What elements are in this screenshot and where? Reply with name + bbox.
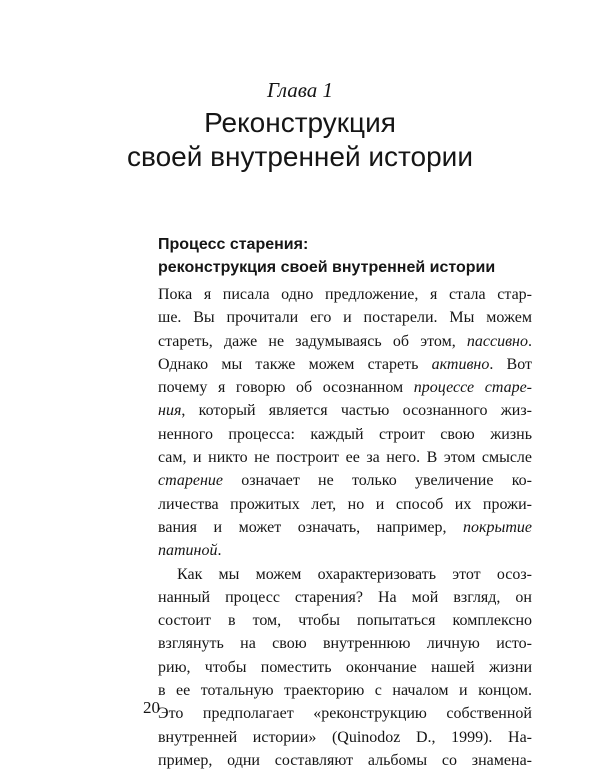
paragraph-line: Однако мы также можем стареть активно. Вот xyxy=(158,355,533,373)
emphasis: патиной xyxy=(158,542,218,560)
emphasis: активно xyxy=(431,355,490,373)
paragraph-line: нанный процесс старения? На мой взгляд, он xyxy=(158,588,532,606)
section-heading-line: Процесс старения: xyxy=(158,236,309,253)
chapter-label: Глава 1 xyxy=(267,78,333,102)
section-heading-line: реконструкция своей внутренней истории xyxy=(158,259,496,276)
paragraph-line: состоит в том, чтобы попытаться комплексно xyxy=(158,612,532,630)
section-heading xyxy=(158,233,538,279)
paragraph-line: рию, чтобы поместить окончание нашей жизни xyxy=(158,658,532,676)
paragraph-line: личества прожитых лет, но и способ их прожи- xyxy=(158,495,532,513)
paragraph-line: Пока я писала одно предложение, я стала стар- xyxy=(158,286,532,303)
chapter-title-line: Реконструкция xyxy=(204,107,396,138)
paragraph-line: стареть, даже не задумываясь об этом, пассивно. xyxy=(158,332,532,350)
emphasis: пассивно xyxy=(466,332,528,350)
chapter-title xyxy=(0,106,600,174)
paragraph-line: ния, который является частью осознанного жиз- xyxy=(158,402,532,420)
emphasis: ния xyxy=(158,402,182,420)
paragraph-line: почему я говорю об осознанном процессе старе- xyxy=(158,379,532,397)
paragraph-line: пример, одни составляют альбомы со знамена- xyxy=(158,751,532,769)
emphasis: старение xyxy=(158,472,223,490)
paragraph-line: взглянуть на свою внутреннюю личную исто- xyxy=(158,635,532,653)
chapter-title-line: своей внутренней истории xyxy=(127,141,473,172)
paragraph-line: ше. Вы прочитали его и постарели. Мы можем xyxy=(158,309,532,327)
paragraph-line: Как мы можем охарактеризовать этот осоз- xyxy=(177,565,532,583)
page-number: 20 xyxy=(143,698,160,717)
paragraph-line: старение означает не только увеличение ко- xyxy=(158,472,532,490)
body-text xyxy=(158,283,532,772)
paragraph-line: вания и может означать, например, покрытие xyxy=(158,518,532,536)
emphasis: процессе старе- xyxy=(413,379,532,397)
emphasis: покрытие xyxy=(463,518,532,536)
paragraph-line: внутренней истории» (Quinodoz D., 1999). На- xyxy=(158,728,532,746)
paragraph-line: патиной. xyxy=(158,542,222,560)
paragraph-line: ненного процесса: каждый строит свою жизнь xyxy=(158,425,532,443)
paragraph-line: в ее тотальную траекторию с началом и концом. xyxy=(158,682,532,700)
paragraph-line: Это предполагает «реконструкцию собственной xyxy=(158,705,532,723)
paragraph-line: сам, и никто не построит ее за него. В этом смысле xyxy=(158,449,532,467)
